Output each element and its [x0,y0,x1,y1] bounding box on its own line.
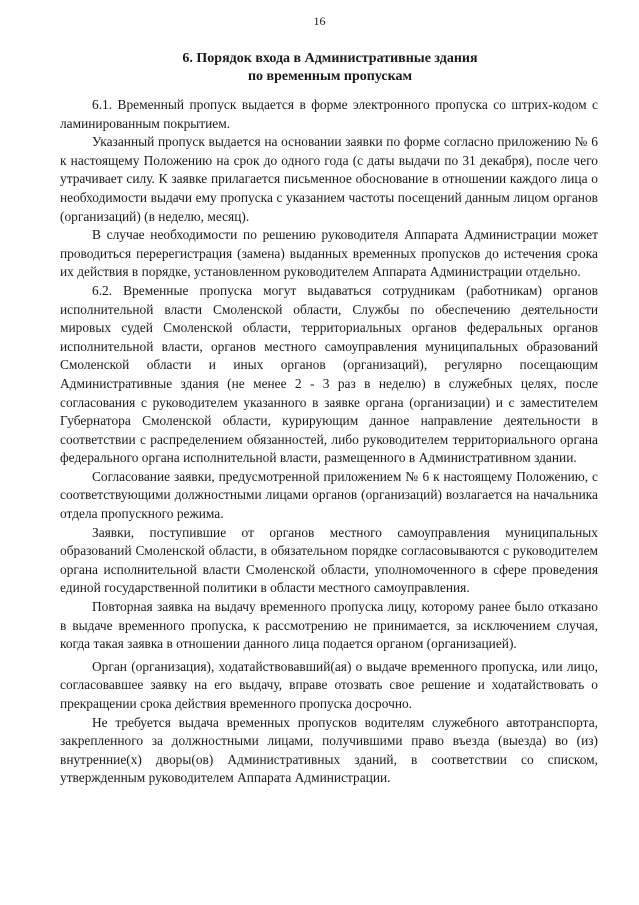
paragraph-6-1: 6.1. Временный пропуск выдается в форме электронного пропуска со штрих-кодом с ламинированным покрытием. [60,97,598,131]
paragraph: Повторная заявка на выдачу временного пропуска лицу, которому ранее было отказано в выдаче временного пропуска, к рассмотрению не принимается, за исключением случая, когда такая заявка в отношении данного лица подается органом (организацией). [60,599,598,652]
document-body [60,96,598,788]
section-heading-line-2: по временным пропускам [247,69,413,84]
paragraph: Указанный пропуск выдается на основании заявки по форме согласно приложению № 6 к настоящему Положению на срок до одного года (с даты выдачи по 31 декабря), после чего утрачивает силу. К заявке прилагается письменное обоснование в отношении каждого лица о необходимости выдачи ему пропуска с указанием частоты посещений данным лицом органов (организаций) (в неделю, месяц). [60,134,598,224]
page-number: 16 [313,14,326,28]
paragraph: Согласование заявки, предусмотренной приложением № 6 к настоящему Положению, с соответствующими должностными лицами органов (организаций) возлагается на начальника отдела пропускного режима. [60,468,598,522]
paragraph: Орган (организация), ходатайствовавший(ая) о выдаче временного пропуска, или лицо, согласовавшее заявку на его выдачу, вправе отозвать свое решение и ходатайствовать о прекращении срока действия временного пропуска досрочно. [60,658,598,711]
paragraph-6-2: 6.2. Временные пропуска могут выдаваться сотрудникам (работникам) органов исполнительной власти Смоленской области, Службы по обеспечению деятельности мировых судей Смоленской области, территориальных органов федеральных органов исполнительной власти, органов местного самоуправления муниципальных образований Смоленской области и иных органов (организаций), регулярно посещающим Административные здания (не менее 2 - 3 раз в неделю) в служебных целях, после согласования с руководителем указанного в заявке органа (организации) и с заместителем Губернатора Смоленской области, курирующим данное направление деятельности в соответствии с распределением обязанностей, либо руководителем территориального органа федерального органа исполнительной власти, размещенного в Административном здании. [60,282,598,466]
section-heading [60,50,600,86]
paragraph: В случае необходимости по решению руководителя Аппарата Администрации может проводиться перерегистрация (замена) выданных временных пропусков до истечения срока их действия в порядке, установленном руководителем Аппарата Администрации отдельно. [60,227,598,280]
section-heading-line-1: 6. Порядок входа в Административные здания [182,51,478,66]
paragraph: Не требуется выдача временных пропусков водителям служебного автотранспорта, закрепленного за должностными лицами, получившими право въезда (выезда) во (из) внутренние(х) дворы(ов) Административных зданий, в соответствии со списком, утвержденным руководителем Аппарата Администрации. [60,714,598,786]
paragraph: Заявки, поступившие от органов местного самоуправления муниципальных образований Смоленской области, в обязательном порядке согласовываются с руководителем органа исполнительной власти Смоленской области, уполномоченного в сфере проведения единой государственной политики в области местного самоуправления. [60,524,598,596]
